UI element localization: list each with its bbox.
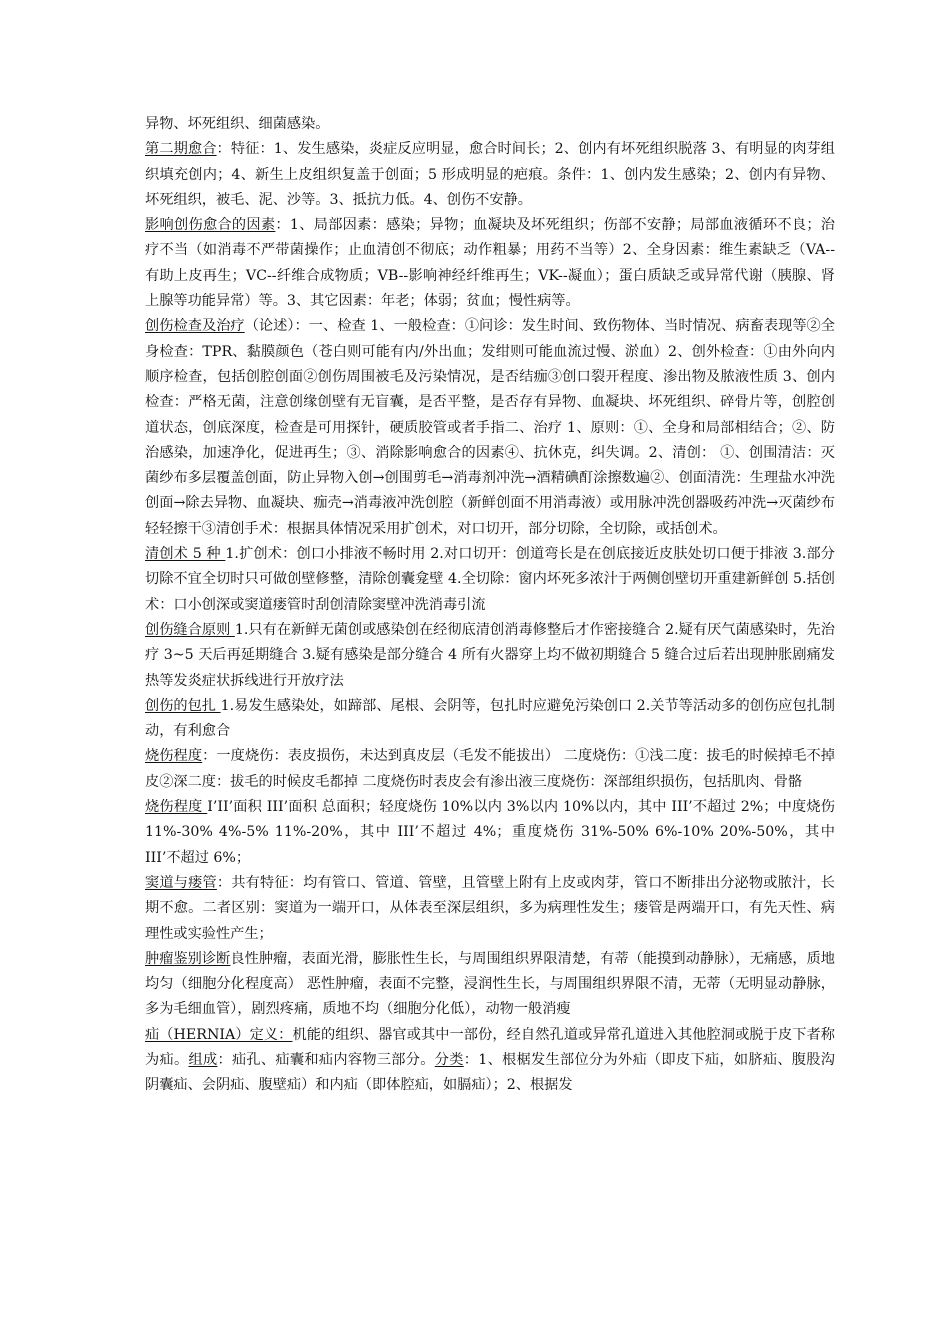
section-heading: 创伤检查及治疗 [145, 318, 245, 335]
section-heading: 疝（HERNIA）定义： [145, 1026, 293, 1043]
paragraph [145, 947, 835, 1023]
document-page [145, 112, 835, 1099]
body-text: 1.只有在新鲜无菌创或感染创在经彻底清创消毒修整后才作密接缝合 2.疑有厌气菌感染时，先治疗 3~5 天后再延期缝合 3.疑有感染是部分缝合 4 所有火器穿上均不做初期缝合 5 缝合过后若出现肿胀剧痛发热等发炎症状拆线进行开放疗法 [145, 621, 835, 689]
paragraph [145, 744, 835, 795]
body-text: ：特征：1、发生感染，炎症反应明显，愈合时间长；2、创内有坏死组织脱落 3、有明显的肉芽组织填充创内；4、新生上皮组织复盖于创面；5 形成明显的疤痕。条件：1、创内发生感染；2、创内有异物、坏死组织，被毛、泥、沙等。3、抵抗力低。4、创伤不安静。 [145, 141, 835, 208]
body-text: 1.易发生感染处，如蹄部、尾根、会阴等，包扎时应避免污染创口 2.关节等活动多的创伤应包扎制动，有利愈合 [145, 697, 835, 740]
body-text: ：1、根椐发生部位分为外疝（即皮下疝，如脐疝、腹股沟阴囊疝、会阴疝、腹壁疝）和内疝（即体腔疝，如膈疝）；2、根据发 [145, 1051, 835, 1094]
paragraph [145, 694, 835, 745]
paragraph [145, 618, 835, 694]
section-heading: 创伤缝合原则 [145, 621, 235, 638]
body-text: 1.扩创术：创口小排液不畅时用 2.对口切开：创道弯长是在创底接近皮肤处切口便于排液 3.部分切除不宜全切时只可做创壁修整，清除创囊龛壁 4.全切除：窗内坏死多浓汁于两侧创壁切开重建新鲜创 5.括创术：口小创深或窦道瘘管时刮创清除窦壁冲洗消毒引流 [145, 546, 835, 613]
body-text: 异物、坏死组织、细菌感染。 [145, 116, 330, 132]
section-heading: 影响创伤愈合的因素 [145, 217, 276, 234]
body-text: ：一度烧伤：表皮损伤，未达到真皮层（毛发不能拔出） 二度烧伤：①浅二度：拔毛的时候掉毛不掉皮②深二度：拔毛的时候皮毛都掉 二度烧伤时表皮会有渗出液三度烧伤：深部组织损伤，包括肌肉、骨骼 [145, 748, 835, 790]
paragraph [145, 314, 835, 542]
paragraph [145, 112, 835, 137]
section-heading: 第二期愈合 [145, 141, 217, 158]
section-heading: 清创术 5 种 [145, 546, 226, 563]
paragraph [145, 213, 835, 314]
body-text: I’II’面积 III’面积 总面积；轻度烧伤 10%以内 3%以内 10%以内，其中 III’不超过 2%；中度烧伤 11%-30% 4%-5% 11%-20%，其中 III’不超过 4%；重度烧伤 31%-50% 6%-10% 20%-50%，其中 III’不超过 6%； [145, 799, 835, 866]
section-heading: 肿瘤鉴别诊断 [145, 950, 231, 967]
section-heading: 烧伤程度 [145, 799, 208, 816]
body-text: ：1、局部因素：感染；异物；血凝块及坏死组织；伤部不安静；局部血液循环不良；治疗不当（如消毒不严带菌操作；止血清创不彻底；动作粗暴；用药不当等）2、全身因素：维生素缺乏（VA--有助上皮再生；VC--纤维合成物质；VB--影响神经纤维再生；VK--凝血）；蛋白质缺乏或异常代谢（胰腺、肾上腺等功能异常）等。3、其它因素：年老；体弱；贫血；慢性病等。 [145, 217, 835, 310]
section-heading: 创伤的包扎 [145, 697, 221, 714]
section-heading: 烧伤程度 [145, 748, 203, 765]
section-heading: 窦道与瘘管 [145, 874, 217, 891]
paragraph [145, 795, 835, 871]
section-heading: 组成 [188, 1051, 218, 1068]
paragraph [145, 1023, 835, 1099]
paragraph [145, 542, 835, 618]
paragraph [145, 871, 835, 947]
body-text: 良性肿瘤，表面光滑，膨胀性生长，与周围组织界限清楚，有蒂（能摸到动静脉），无痛感，质地均匀（细胞分化程度高） 恶性肿瘤，表面不完整，浸润性生长，与周围组织界限不清，无蒂（无明显动静脉，多为毛细血管），剧烈疼痛，质地不均（细胞分化低），动物一般消瘦 [145, 950, 835, 1018]
body-text: 机能的组织、器官或其中一部份，经自然孔道或异常孔道进入其他腔洞或脱于皮下者称为疝。 [145, 1026, 835, 1068]
body-text: ：共有特征：均有管口、管道、管壁，且管壁上附有上皮或肉芽，管口不断排出分泌物或脓汁，长期不愈。二者区别：窦道为一端开口，从体表至深层组织，多为病理性发生；瘘管是两端开口，有先天性、病理性或实验性产生； [145, 874, 835, 942]
paragraph [145, 137, 835, 213]
body-text: ：疝孔、疝囊和疝内容物三部分。 [217, 1051, 435, 1068]
body-text: （论述）：一、检查 1、一般检查：①问诊：发生时间、致伤物体、当时情况、病畜表现等②全身检查：TPR、黏膜颜色（苍白则可能有内/外出血；发绀则可能血流过慢、淤血）2、创外检查：①由外向内顺序检查，包括创腔创面②创伤周围被毛及污染情况，是否结痂③创口裂开程度、渗出物及脓液性质 3、创内检查：严格无菌，注意创缘创壁有无盲囊，是否平整，是否存有异物、血凝块、坏死组织、碎骨片等，创腔创道状态，创底深度，检查是可用探针，硬质胶管或者手指二、治疗 1、原则：①、全身和局部相结合；②、防治感染，加速净化，促进再生；③、消除影响愈合的因素④、抗休克，纠失调。2、清创： ①、创围清洁：灭菌纱布多层覆盖创面，防止异物入创→创围剪毛→消毒剂冲洗→酒精碘酊涂擦数遍②、创面清洗：生理盐水冲洗创面→除去异物、血凝块、痂壳→消毒液冲洗创腔（新鲜创面不用消毒液）或用脉冲洗创器吸药冲洗→灭菌纱布轻轻擦干③清创手术：根据具体情况采用扩创术，对口切开，部分切除，全切除，或括创术。 [145, 318, 835, 537]
section-heading: 分类 [434, 1051, 464, 1068]
